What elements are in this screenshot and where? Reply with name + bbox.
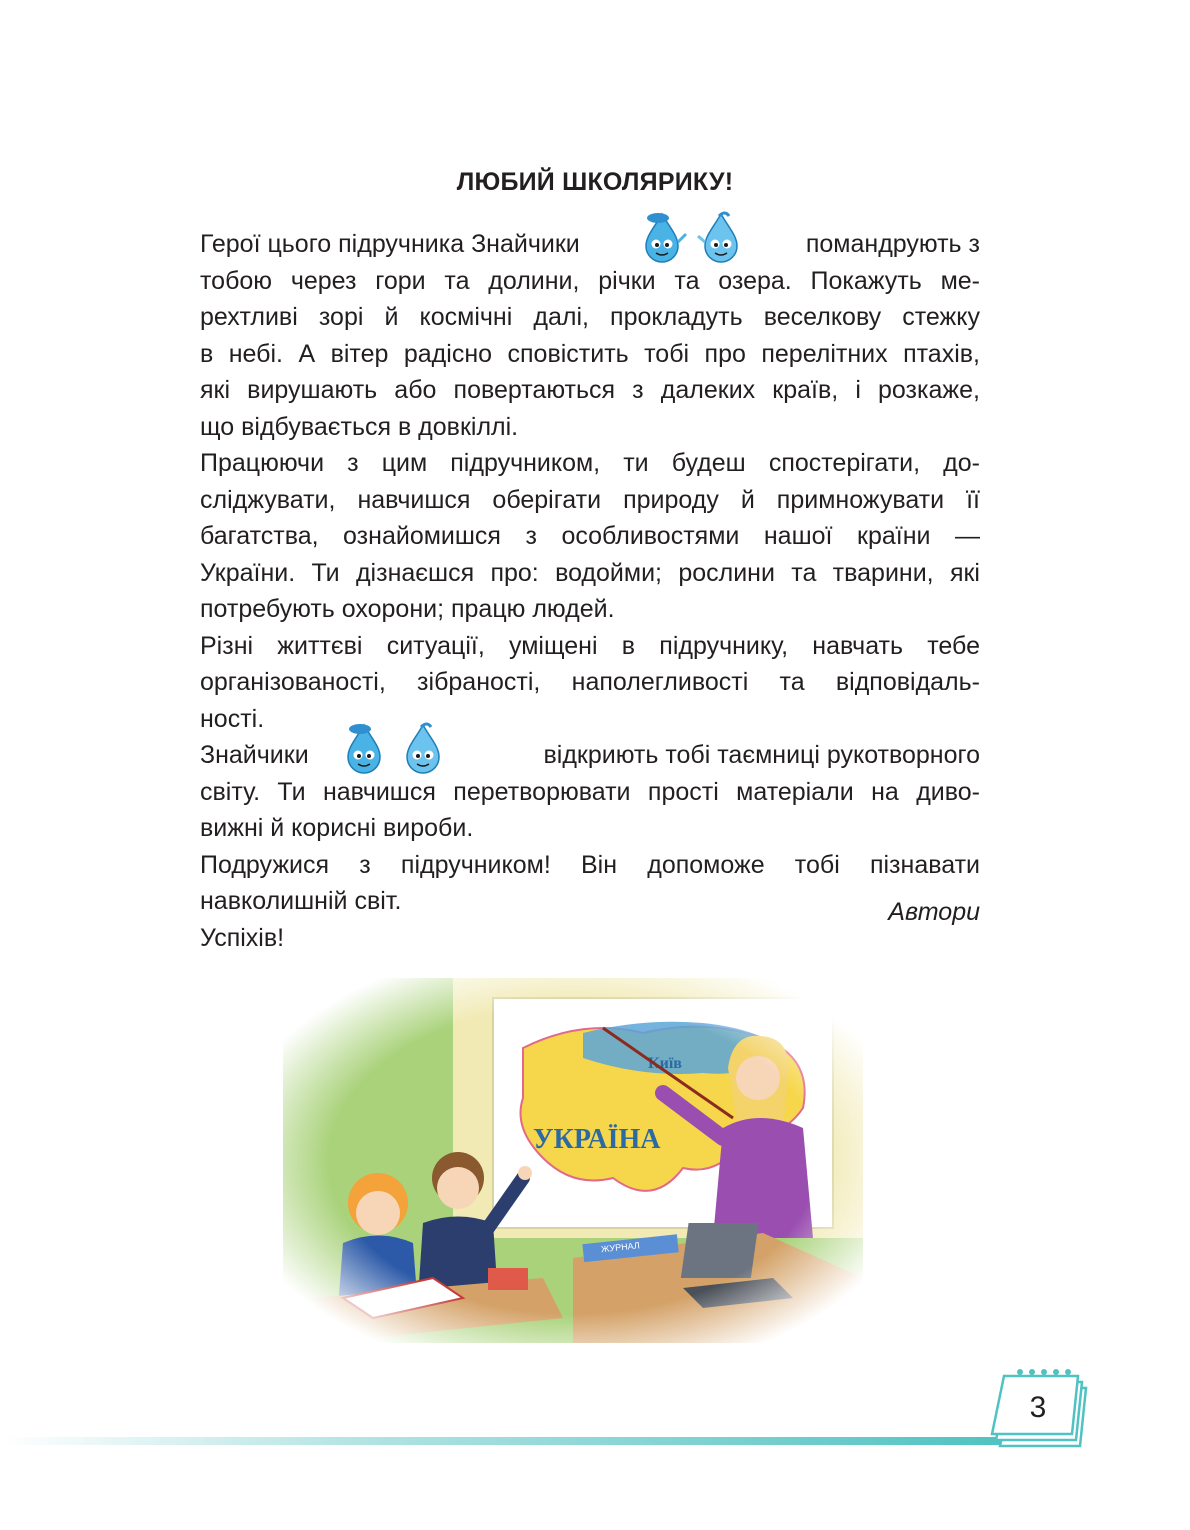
page-number-badge — [990, 1362, 1100, 1452]
text-fragment: Успіхів! — [200, 923, 285, 952]
mascot-boy-icon — [636, 210, 688, 264]
text-line: ності. — [200, 704, 265, 733]
text-line: багатства, ознайомишся з особливостями нашої країни — — [200, 522, 980, 550]
text-fragment: Різні життєві ситуації, уміщені в підручнику, навчать тебе — [200, 631, 980, 660]
mascot-pair — [636, 216, 747, 270]
classroom-illustration — [283, 978, 863, 1343]
text-line: організованості, зібраності, наполегливості та відповідаль- — [200, 668, 980, 696]
text-line: тобою через гори та долини, річки та озера. Покажуть ме- — [200, 266, 980, 295]
text-line — [200, 737, 980, 774]
signature-authors: Автори — [888, 898, 980, 926]
text-line: навколишній світ. — [200, 887, 402, 915]
text-line — [200, 847, 980, 884]
mascot-boy-icon — [338, 721, 390, 775]
text-fragment: Знайчики — [200, 741, 309, 769]
mascot-pair — [338, 727, 449, 781]
page-title: ЛЮБИЙ ШКОЛЯРИКУ! — [456, 168, 734, 196]
text-line: які вирушають або повертаються з далеких країв, і розкаже, — [200, 376, 980, 404]
text-line: потребують охорони; працю людей. — [200, 595, 615, 623]
text-fragment: Працюючи з цим підручником, ти будеш спостерігати, до- — [200, 449, 980, 477]
mascot-girl-icon — [397, 721, 449, 775]
text-line: світу. Ти навчишся перетворювати прості матеріали на диво- — [200, 777, 980, 806]
footer-rule — [0, 1437, 1010, 1445]
text-line: вижні й корисні вироби. — [200, 814, 474, 842]
text-line: сліджувати, навчишся оберігати природу й примножувати її — [200, 485, 980, 514]
text-line: України. Ти дізнаєшся про: водойми; рослини та тварини, які — [200, 558, 980, 587]
text-fragment: Подружися з підручником! Він допоможе тобі пізнавати — [200, 850, 980, 879]
text-line: в небі. А вітер радісно сповістить тобі про перелітних птахів, — [200, 339, 980, 368]
text-fragment: помандрують з — [805, 230, 980, 258]
text-line — [200, 920, 980, 957]
mascot-girl-icon — [695, 210, 747, 264]
text-fragment: Герої цього підручника Знайчики — [200, 230, 580, 258]
text-line — [200, 628, 980, 665]
text-fragment: відкриють тобі таємниці рукотворного — [543, 741, 980, 769]
body-text-content — [200, 226, 980, 956]
page-number: 3 — [1029, 1391, 1047, 1424]
text-line — [200, 445, 980, 482]
text-line — [200, 226, 980, 263]
text-line: що відбувається в довкіллі. — [200, 412, 519, 441]
text-line: рехтливі зорі й космічні далі, прокладуть веселкову стежку — [200, 303, 980, 331]
